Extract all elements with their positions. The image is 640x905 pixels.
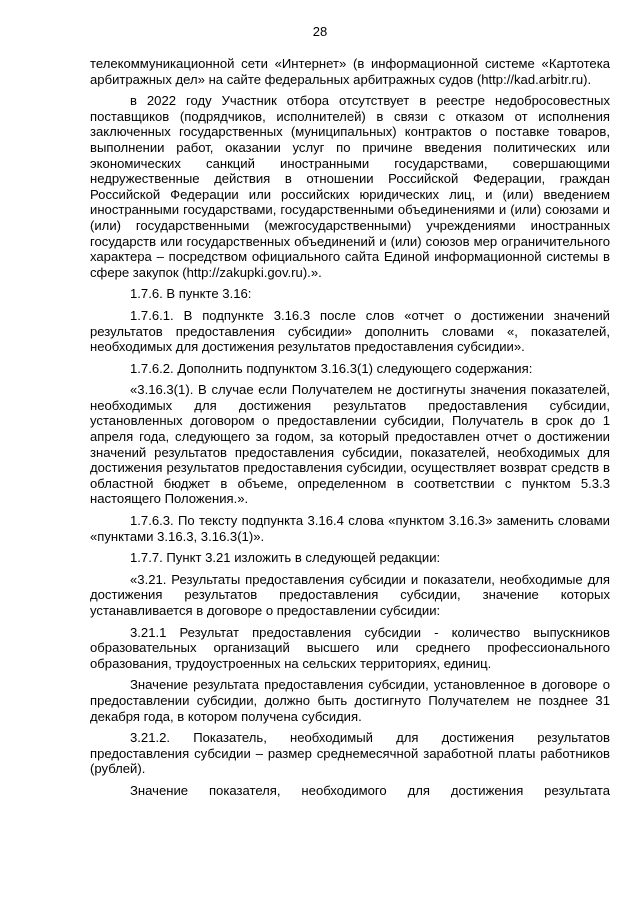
page-number: 28 bbox=[312, 24, 328, 39]
paragraph-result-value: Значение результата предоставления субсидии, установленное в договоре о предоставлении субсидии, должно быть достигнуто Получателем не позднее 31 декабря года, в котором получена субсидия. bbox=[90, 677, 610, 724]
paragraph-continuation: телекоммуникационной сети «Интернет» (в информационной системе «Картотека арбитражных дел» на сайте федеральных арбитражных судов (http://kad.arbitr.ru). bbox=[90, 56, 610, 87]
paragraph-3-16-3-1: «3.16.3(1). В случае если Получателем не достигнуты значения показателей, необходимых для достижения результатов предоставления субсидии, установленных договором о предоставлении субсидии, Получатель в срок до 1 апреля года, следующего за годом, за который предоставлен отчет о достижении значений результатов предоставления субсидии, показателей, необходимых для достижения результатов предоставления субсидии, осуществляет возврат средств в областной бюджет в объеме, определенном в соответствии с пунктом 5.3.3 настоящего Положения.». bbox=[90, 382, 610, 507]
paragraph-1-7-6: 1.7.6. В пункте 3.16: bbox=[130, 286, 252, 302]
paragraph-3-21: «3.21. Результаты предоставления субсидии и показатели, необходимые для достижения результатов предоставления субсидии, значение которых устанавливается в договоре о предоставлении субсидии: bbox=[90, 571, 610, 618]
paragraph-indicator-value: Значение показателя, необходимого для достижения результата bbox=[130, 782, 610, 798]
paragraph-1-7-6-3: 1.7.6.3. По тексту подпункта 3.16.4 слова «пунктом 3.16.3» заменить словами «пунктами 3.16.3, 3.16.3(1)». bbox=[90, 513, 610, 544]
paragraph-3-21-1: 3.21.1 Результат предоставления субсидии - количество выпускников образовательных организаций высшего или среднего профессионального образования, трудоустроенных на сельских территориях, единиц. bbox=[90, 624, 610, 671]
paragraph-1-7-6-2: 1.7.6.2. Дополнить подпунктом 3.16.3(1) следующего содержания: bbox=[130, 360, 533, 376]
paragraph-3-21-2: 3.21.2. Показатель, необходимый для достижения результатов предоставления субсидии – размер среднемесячной заработной платы работников (рублей). bbox=[90, 730, 610, 777]
paragraph-registry-absence: в 2022 году Участник отбора отсутствует в реестре недобросовестных поставщиков (подрядчиков, исполнителей) в связи с отказом от исполнения заключенных государственных (муниципальных) контрактов о поставке товаров, выполнении работ, оказании услуг по причине введения политических или экономических санкций иностранными государствами, совершающими недружественные действия в отношении Российской Федерации, граждан Российской Федерации или российских юридических лиц, и (или) введением иностранными государствами, государственными объединениями и (или) союзами и (или) государственными (межгосударственными) учреждениями иностранных государств или государственных объединений и (или) союзов мер ограничительного характера – посредством официального сайта Единой информационной системы в сфере закупок (http://zakupki.gov.ru).». bbox=[90, 93, 610, 280]
paragraph-1-7-7: 1.7.7. Пункт 3.21 изложить в следующей редакции: bbox=[130, 550, 441, 566]
document-body bbox=[90, 56, 610, 805]
paragraph-1-7-6-1: 1.7.6.1. В подпункте 3.16.3 после слов «отчет о достижении значений результатов предоставления субсидии» дополнить словами «, показателей, необходимых для достижения результатов предоставления субсидии». bbox=[90, 307, 610, 355]
